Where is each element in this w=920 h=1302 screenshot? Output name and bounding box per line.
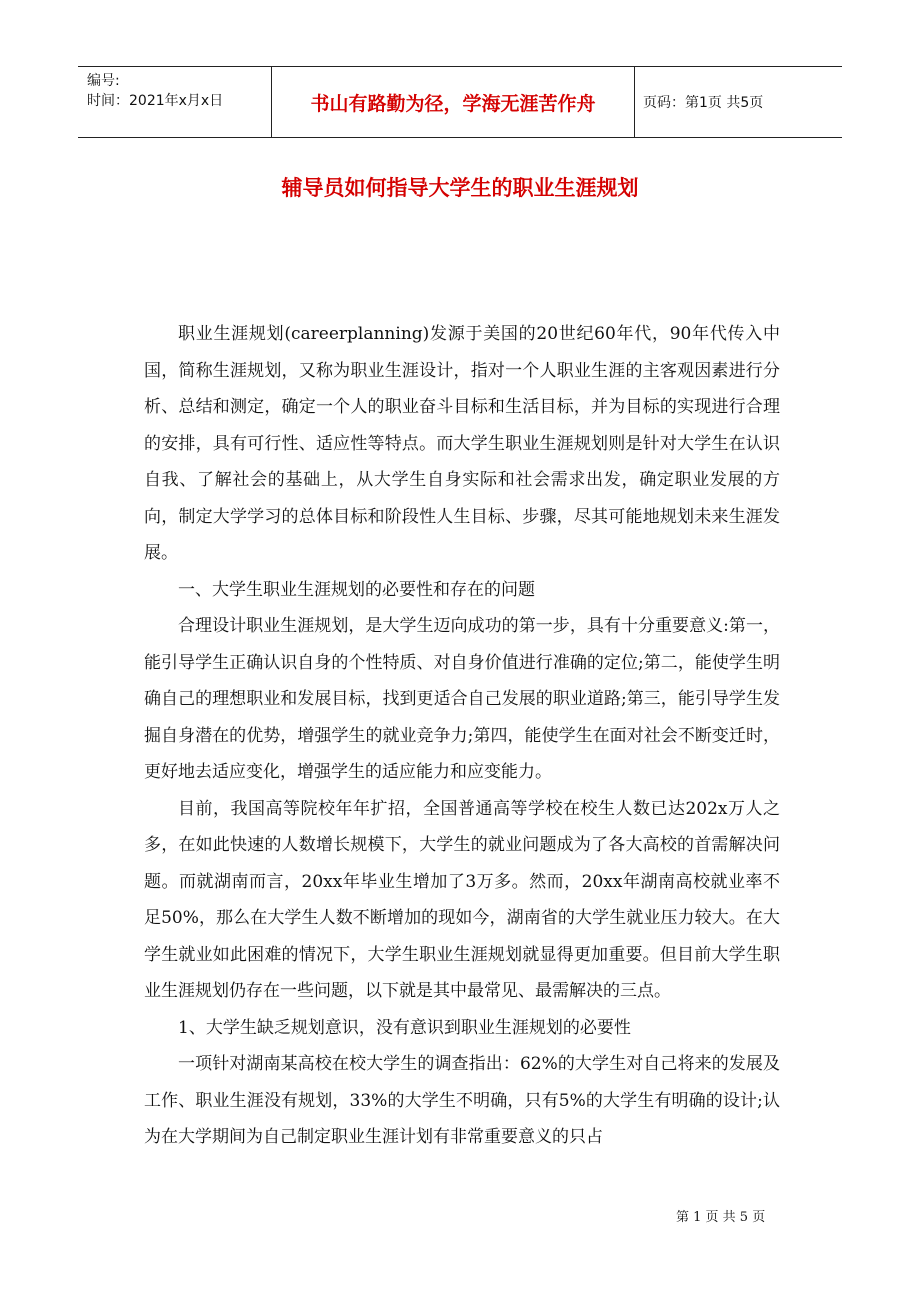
paragraph: 目前，我国高等院校年年扩招，全国普通高等学校在校生人数已达202x万人之多，在如此快速的人数增长规模下，大学生的就业问题成为了各大高校的首需解决问题。而就湖南而言，20xx年毕业生增加了3万多。然而，20xx年湖南高校就业率不足50%，那么在大学生人数不断增加的现如今，湖南省的大学生就业压力较大。在大学生就业如此困难的情况下，大学生职业生涯规划就显得更加重要。但目前大学生职业生涯规划仍存在一些问题，以下就是其中最常见、最需解决的三点。: [144, 798, 780, 1001]
paragraph: 合理设计职业生涯规划，是大学生迈向成功的第一步，具有十分重要意义:第一，能引导学生正确认识自身的个性特质、对自身价值进行准确的定位;第二，能使学生明确自己的理想职业和发展目标，找到更适合自己发展的职业道路;第三，能引导学生发掘自身潜在的优势，增强学生的就业竞争力;第四，能使学生在面对社会不断变迁时，更好地去适应变化，增强学生的适应能力和应变能力。: [144, 616, 780, 782]
header-motto: 书山有路勤为径，学海无涯苦作舟: [272, 67, 635, 137]
paragraph: 一项针对湖南某高校在校大学生的调查指出：62%的大学生对自己将来的发展及工作、职业生涯没有规划，33%的大学生不明确，只有5%的大学生有明确的设计;认为在大学期间为自己制定职业生涯计划有非常重要意义的只占: [144, 1054, 780, 1147]
document-title: 辅导员如何指导大学生的职业生涯规划: [281, 176, 639, 200]
section-heading: 一、大学生职业生涯规划的必要性和存在的问题: [178, 579, 535, 600]
number-label: 编号:: [87, 73, 120, 89]
page-footer: 第 1 页 共 5 页: [676, 1210, 766, 1225]
header-page-info: 页码：第1页 共5页: [643, 95, 764, 111]
document-body: [144, 316, 780, 1156]
paragraph: 职业生涯规划(careerplanning)发源于美国的20世纪60年代，90年代传入中国，简称生涯规划，又称为职业生涯设计，指对一个人职业生涯的主客观因素进行分析、总结和测定，确定一个人的职业奋斗目标和生活目标，并为目标的实现进行合理的安排，具有可行性、适应性等特点。而大学生职业生涯规划则是针对大学生在认识自我、了解社会的基础上，从大学生自身实际和社会需求出发，确定职业发展的方向，制定大学学习的总体目标和阶段性人生目标、步骤，尽其可能地规划未来生涯发展。: [144, 324, 780, 563]
subsection-heading: 1、大学生缺乏规划意识，没有意识到职业生涯规划的必要性: [178, 1017, 631, 1038]
date-label: 时间：2021年x月x日: [87, 93, 224, 109]
page-header: [78, 66, 842, 138]
header-left-cell: [78, 67, 272, 137]
